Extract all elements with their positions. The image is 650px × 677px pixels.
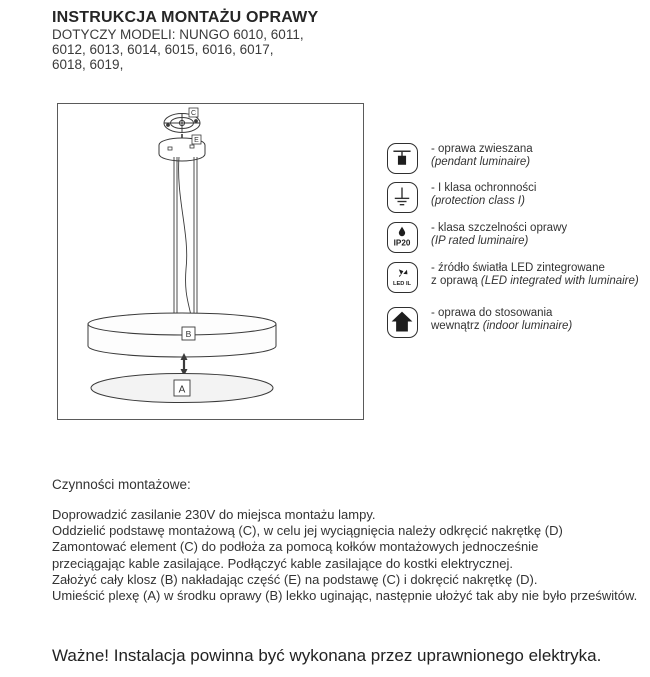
steps-heading: Czynności montażowe: [52, 477, 191, 492]
led-integrated-icon [387, 262, 418, 293]
pendant-luminaire-icon [387, 143, 418, 174]
indoor-luminaire-icon [387, 307, 418, 338]
lamp-diagram [57, 103, 364, 420]
suspension-rods [174, 157, 197, 316]
led-badge-text: LED IL [392, 281, 412, 288]
legend-pl-text: - oprawa zwieszana [431, 143, 533, 155]
legend-en-text: (indoor luminaire) [482, 320, 573, 332]
shade-label: B [185, 329, 192, 339]
pendant-lamp-drawing [58, 104, 363, 419]
legend-en-text: (IP rated luminaire) [431, 235, 529, 247]
legend-pl-text: - I klasa ochronności [431, 182, 537, 194]
models-line: 6018, 6019, [52, 57, 124, 72]
legend-en-text: (pendant luminaire) [431, 156, 531, 168]
protection-class-1-icon [387, 182, 418, 213]
legend-pl-text: z oprawą [431, 275, 481, 287]
mounting-steps [52, 507, 637, 604]
plexi-label: A [178, 384, 186, 396]
power-cable [179, 157, 191, 316]
step-line: przeciągając kable zasilające. Podłączyć kable zasilające do kostki elektrycznej. [52, 555, 514, 571]
legend-text [431, 307, 639, 333]
models-list [52, 27, 304, 72]
models-line: 6012, 6013, 6014, 6015, 6016, 6017, [52, 42, 274, 57]
step-line: Założyć cały klosz (B) nakładając część (E) na podstawę (C) i dokręcić nakrętkę (D). [52, 571, 538, 587]
legend-text [431, 262, 639, 288]
mount-plate-label: C [190, 110, 197, 117]
ip20-icon [387, 222, 418, 253]
canopy-label: E [194, 137, 199, 144]
step-line: Zamontować element (C) do podłoża za pomocą kołków montażowych jednocześnie [52, 539, 539, 555]
important-note: Ważne! Instalacja powinna być wykonana przez uprawnionego elektryka. [52, 646, 602, 665]
ip20-badge-text: IP20 [393, 238, 411, 248]
legend-en-text: (LED integrated with luminaire) [480, 275, 639, 287]
legend-text [431, 143, 639, 169]
legend-pl-text: - klasa szczelności oprawy [431, 222, 568, 234]
models-line: DOTYCZY MODELI: NUNGO 6010, 6011, [52, 27, 304, 42]
legend-pl-text: wewnątrz [431, 320, 483, 332]
page-title: INSTRUKCJA MONTAŻU OPRAWY [52, 9, 319, 26]
step-line: Umieścić plexę (A) w środku oprawy (B) lekko uginając, następnie ułożyć tak aby nie było prześwitów. [52, 588, 638, 604]
step-line: Oddzielić podstawę montażową (C), w celu jej wyciągnięcia należy odkręcić nakrętkę (D) [52, 523, 563, 539]
legend-pl-text: - źródło światła LED zintegrowane [431, 262, 605, 274]
legend-pl-text: - oprawa do stosowania [431, 307, 553, 319]
legend-text [431, 182, 639, 208]
step-line: Doprowadzić zasilanie 230V do miejsca montażu lampy. [52, 507, 376, 522]
legend-text [431, 222, 639, 248]
legend-en-text: (protection class I) [431, 195, 525, 207]
